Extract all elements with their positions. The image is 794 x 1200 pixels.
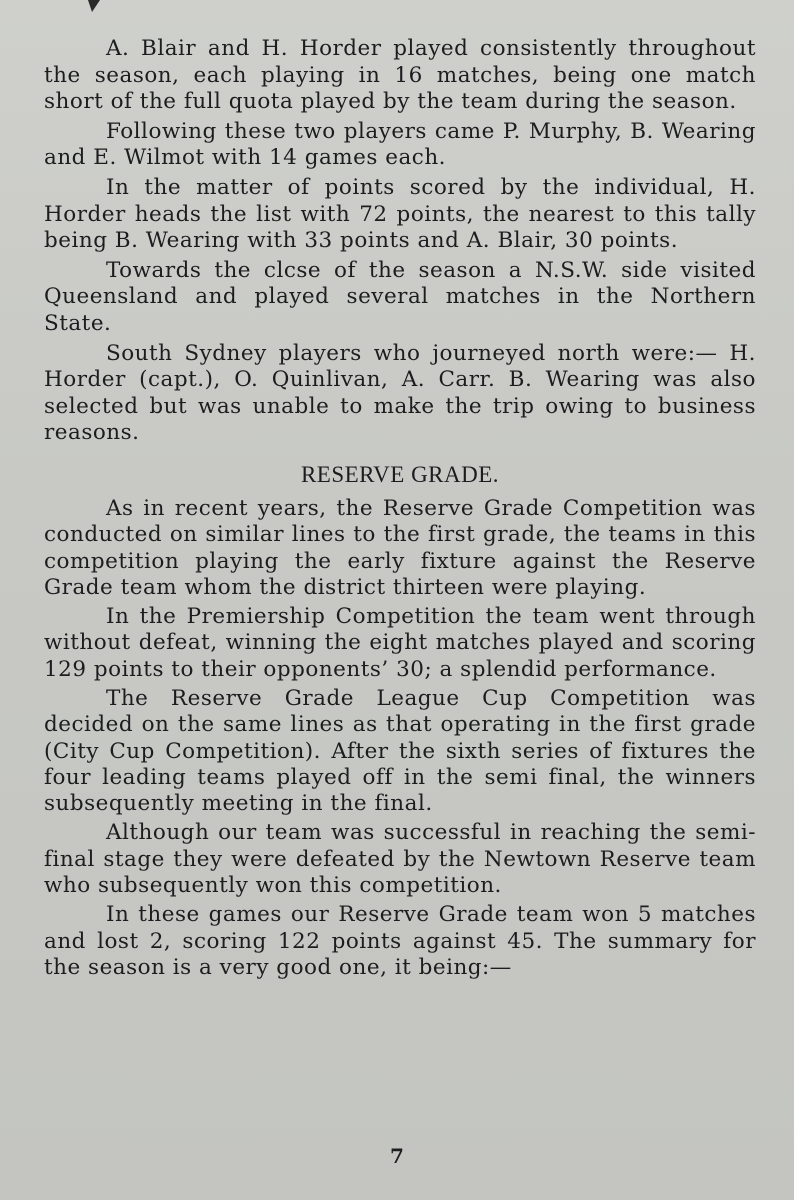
paragraph-points-scored: In the matter of points scored by the individual, H. Horder heads the list with 72 points, the nearest to this tally being B. Wearing with 33 points and A. Blair, 30 points. xyxy=(44,174,756,254)
page-body xyxy=(44,36,756,984)
paragraph-players-north: South Sydney players who journeyed north were:— H. Horder (capt.), O. Quinlivan, A. Carr. B. Wearing was also selected but was unable to make the trip owing to business reasons. xyxy=(44,340,756,446)
section-reserve-grade xyxy=(44,496,756,981)
corner-mark xyxy=(86,0,102,12)
paragraph-nsw-side: Towards the clcse of the season a N.S.W. side visited Queensland and played several matches in the Northern State. xyxy=(44,257,756,336)
paragraph-reserve-competition: As in recent years, the Reserve Grade Competition was conducted on similar lines to the first grade, the teams in this competition playing the early fixture against the Reserve Grade team whom the district thirteen were playing. xyxy=(44,495,756,600)
paragraph-premiership: In the Premiership Competition the team went through without defeat, winning the eight matches played and scoring 129 points to their opponents’ 30; a splendid performance. xyxy=(44,604,756,682)
paragraph-blair-horder: A. Blair and H. Horder played consistently throughout the season, each playing in 16 matches, being one match short of the full quota played by the team during the season. xyxy=(44,36,756,115)
page-number: 7 xyxy=(390,1144,404,1168)
paragraph-summary: In these games our Reserve Grade team won 5 matches and lost 2, scoring 122 points against 45. The summary for the season is a very good one, it being:— xyxy=(44,902,756,980)
section-first-grade-notes xyxy=(44,36,756,447)
paragraph-league-cup: The Reserve Grade League Cup Competition was decided on the same lines as that operating in the first grade (City Cup Competition). After the sixth series of fixtures the four leading teams played off in the semi final, the winners subsequently meeting in the final. xyxy=(44,685,756,817)
paragraph-following-players: Following these two players came P. Murphy, B. Wearing and E. Wilmot with 14 games each. xyxy=(44,118,756,171)
section-heading-reserve-grade: RESERVE GRADE. xyxy=(300,461,500,487)
paragraph-semi-final: Although our team was successful in reaching the semi-final stage they were defeated by the Newtown Reserve team who subsequently won this competition. xyxy=(44,820,756,899)
